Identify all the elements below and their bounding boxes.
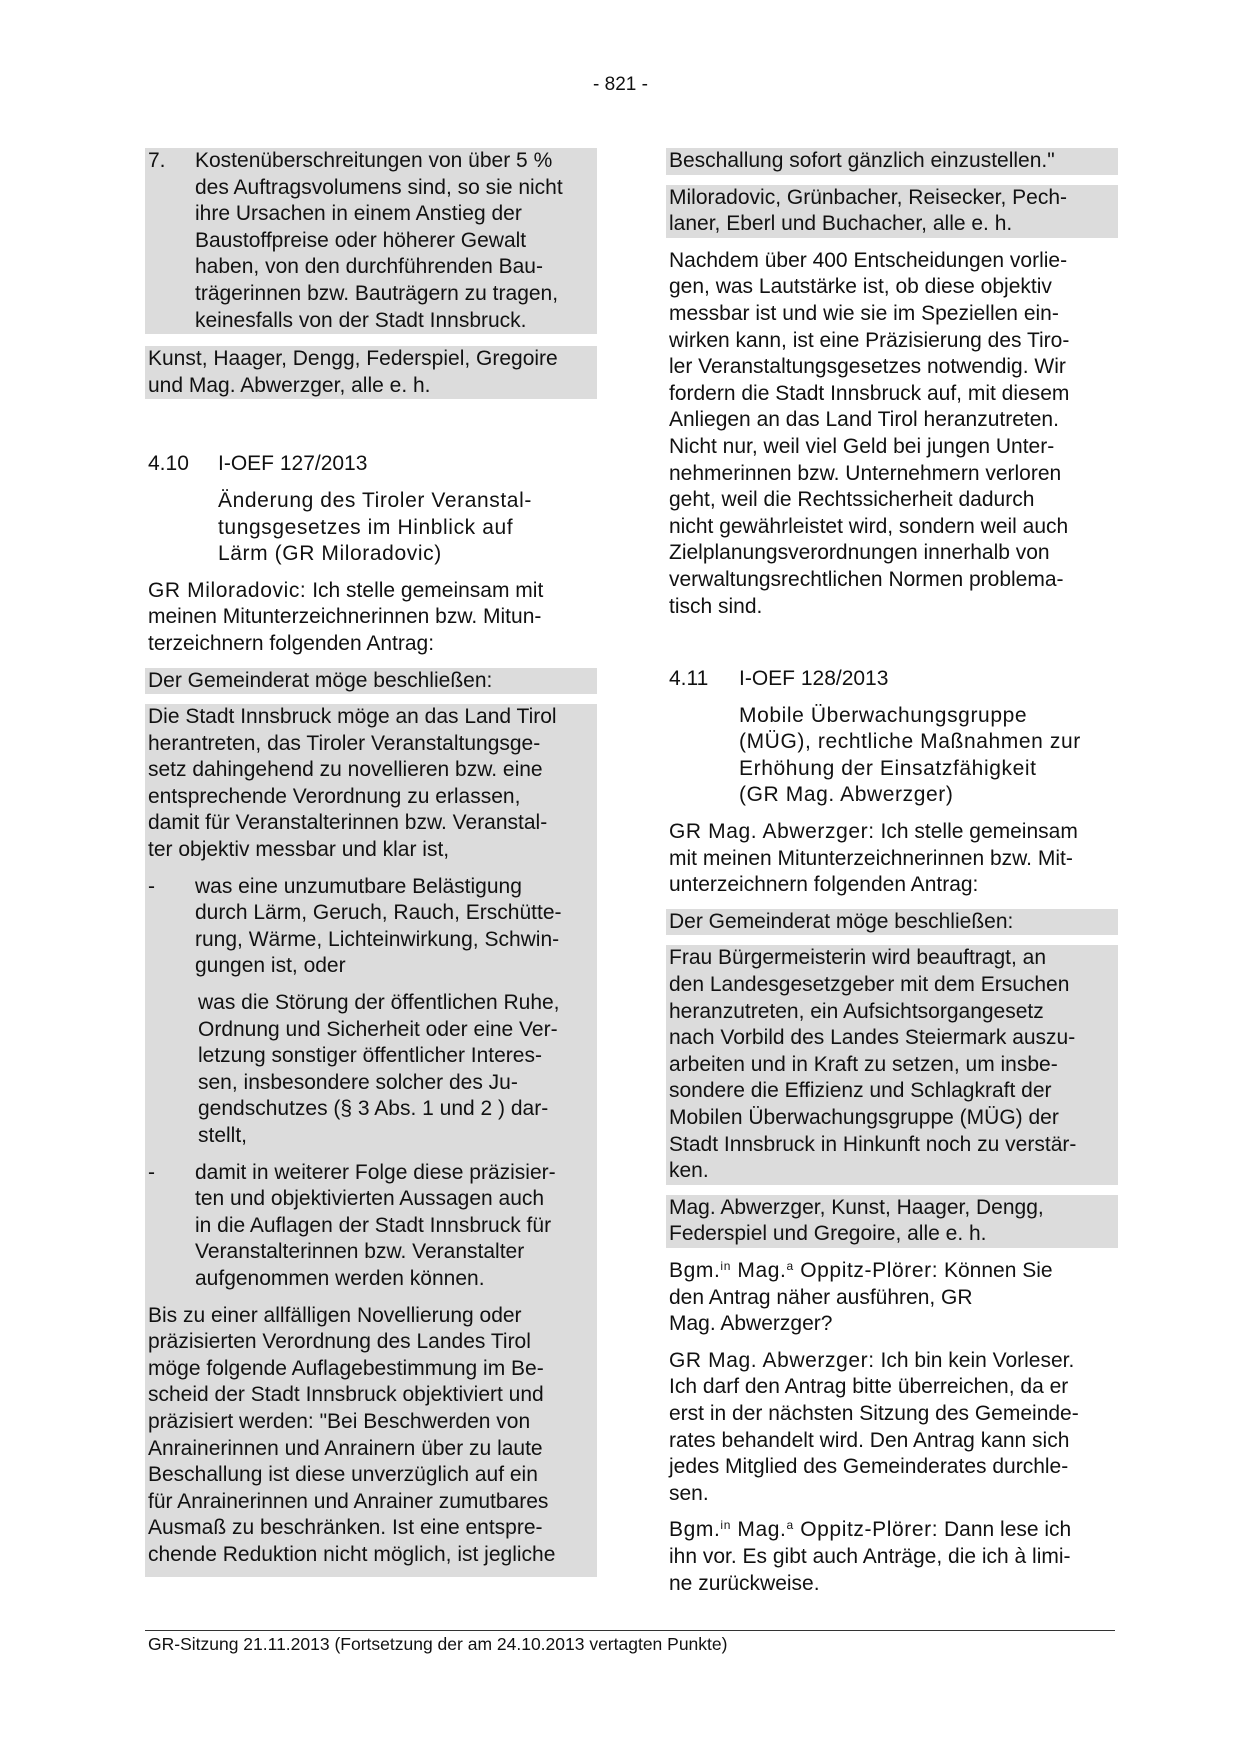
footer-divider (145, 1630, 1115, 1631)
bullet-1-text: was eine unzumutbare Belästigung durch Lärm, Geruch, Rauch, Erschütte- rung, Wärme, Lichteinwirkung, Schwin- gungen ist, oder (195, 874, 562, 978)
bullet-dash: - (148, 1160, 155, 1184)
speaker-name: GR Mag. Abwerzger: (669, 820, 875, 844)
section-4-10-title: Änderung des Tiroler Veranstal- tungsgesetzes im Hinblick auf Lärm (GR Miloradovic) (218, 488, 532, 566)
reply-text: Dann lese ich (938, 1518, 1072, 1542)
bullet-2-text: damit in weiterer Folge diese präzisier- ten und objektivierten Aussagen auch in die Auflagen der Stadt Innsbruck für Veranstalterinnen bzw. Veranstalter aufgenommen werden können. (195, 1160, 556, 1290)
reasoning: Nachdem über 400 Entscheidungen vorlie- gen, was Lautstärke ist, ob diese objektiv messbar ist und wie sie im Speziellen ein- wirken kann, ist eine Präzisierung des Tiro- ler Veranstaltungsgesetzes notwendig. Wir fordern die Stadt Innsbruck auf, mit diesem Anliegen an das Land Tirol heranzutreten. Nicht nur, weil viel Geld bei jungen Unter- nehmerinnen bzw. Unternehmern verloren geht, weil die Rechtssicherheit dadurch nicht gewährleistet wird, sondern weil auch Zielplanungsverordnungen innerhalb von verwaltungsrechtlichen Normen problema- tisch sind. (669, 248, 1070, 618)
item-number: 7. (148, 149, 166, 172)
intro-text: Ich stelle gemeinsam mit meinen Mitunterzeichnerinnen bzw. Mitun- terzeichnern folgenden Antrag: (148, 578, 544, 655)
signers-3: Mag. Abwerzger, Kunst, Haager, Dengg, Federspiel und Gregoire, alle e. h. (666, 1195, 1118, 1248)
speaker-name: Bgm.$^{in}$ Mag.$^a$ Oppitz-Plörer: (669, 1518, 939, 1542)
speaker-name: Bgm.$^{in}$ Mag.$^a$ Oppitz-Plörer: (669, 1258, 939, 1282)
section-4-11-heading (666, 666, 1118, 693)
speaker-name: GR Miloradovic: (148, 578, 307, 602)
left-column (145, 148, 597, 1577)
signers-2: Miloradovic, Grünbacher, Reisecker, Pech- laner, Eberl und Buchacher, alle e. h. (666, 185, 1118, 238)
page-number: - 821 - (593, 74, 648, 95)
mayor-question-1 (666, 1258, 1118, 1338)
motion-1-text: Die Stadt Innsbruck möge an das Land Tirol herantreten, das Tiroler Veranstaltungsge- setz dahingehend zu novellieren bzw. eine entsprechende Verordnung zu erlassen, damit für Veranstalterinnen bzw. Veranstal- ter objektiv messbar und klar ist, (148, 705, 557, 862)
answer-rest: Ich darf den Antrag bitte überreichen, da er erst in der nächsten Sitzung des Gemeinde- rates behandelt wird. Den Antrag kann sich jedes Mitglied des Gemeinderates durchle- sen. (669, 1375, 1079, 1505)
answer-text: Ich bin kein Vorleser. (874, 1348, 1075, 1372)
section-number: 4.10 (148, 452, 189, 476)
bullet-1 (148, 874, 594, 990)
section-4-10-heading (145, 451, 597, 478)
question-rest: den Antrag näher ausführen, GR Mag. Abwerzger? (669, 1285, 973, 1336)
footer: GR-Sitzung 21.11.2013 (Fortsetzung der am 24.10.2013 vertagten Punkte) (148, 1634, 728, 1654)
motion-1-continuation: Beschallung sofort gänzlich einzustellen." (666, 148, 1118, 175)
item-text: Kostenüberschreitungen von über 5 % des Auftragsvolumens sind, so sie nicht ihre Ursachen in einem Anstieg der Baustoffpreise oder höherer Gewalt haben, von den durchführenden Bau- trägerinnen bzw. Bauträgern zu tragen, keinesfalls von der Stadt Innsbruck. (195, 149, 563, 332)
bullet-1b: was die Störung der öffentlichen Ruhe, Ordnung und Sicherheit oder eine Ver- letzung sonstiger öffentlicher Interes- sen, insbesondere solcher des Ju- gendschutzes (§ 3 Abs. 1 und 2 ) dar- stellt, (198, 991, 560, 1147)
section-ref: I-OEF 127/2013 (218, 452, 368, 476)
reply-rest: ihn vor. Es gibt auch Anträge, die ich à limi- ne zurückweise. (669, 1544, 1071, 1595)
section-number: 4.11 (669, 667, 709, 691)
speaker-name: GR Mag. Abwerzger: (669, 1348, 875, 1372)
motion-2: Frau Bürgermeisterin wird beauftragt, an den Landesgesetzgeber mit dem Ersuchen heranzutreten, ein Aufsichtsorgangesetz nach Vorbild des Landes Steiermark auszu- arbeiten und in Kraft zu setzen, um insbe- sondere die Effizienz und Schlagkraft der Mobilen Überwachungsgruppe (MÜG) der Stadt Innsbruck in Hinkunft noch zu verstär- ken. (666, 945, 1118, 1184)
section-ref: I-OEF 128/2013 (739, 667, 889, 691)
mayor-reply (666, 1517, 1118, 1597)
bullet-2 (148, 1160, 594, 1303)
motion-item-7 (145, 148, 597, 334)
intro-1 (145, 578, 597, 658)
intro-2 (666, 819, 1118, 899)
intro-text: Ich stelle gemeinsam mit meinen Mitunterzeichnerinnen bzw. Mit- unterzeichnern folgenden Antrag: (669, 820, 1078, 897)
motion-1b-text: Bis zu einer allfälligen Novellierung oder präzisierten Verordnung des Landes Tirol möge folgende Auflagebestimmung im Be- scheid der Stadt Innsbruck objektiviert und präzisiert werden: "Bei Beschwerden von Anrainerinnen und Anrainern über zu laute Beschallung ist diese unverzüglich auf ein für Anrainerinnen und Anrainer zumutbares Ausmaß zu beschränken. Ist eine entspre- chende Reduktion nicht möglich, ist jegliche (148, 1303, 556, 1566)
question-text: Können Sie (938, 1258, 1053, 1282)
resolve-2: Der Gemeinderat möge beschließen: (666, 909, 1118, 936)
bullet-dash: - (148, 874, 155, 898)
resolve-1: Der Gemeinderat möge beschließen: (145, 668, 597, 695)
signers-1: Kunst, Haager, Dengg, Federspiel, Gregoire und Mag. Abwerzger, alle e. h. (145, 346, 597, 399)
answer-1 (666, 1348, 1118, 1508)
section-4-11-title: Mobile Überwachungsgruppe (MÜG), rechtliche Maßnahmen zur Erhöhung der Einsatzfähigkeit (GR Mag. Abwerzger) (739, 703, 1081, 807)
motion-1 (145, 704, 597, 1576)
right-column (666, 148, 1118, 1607)
